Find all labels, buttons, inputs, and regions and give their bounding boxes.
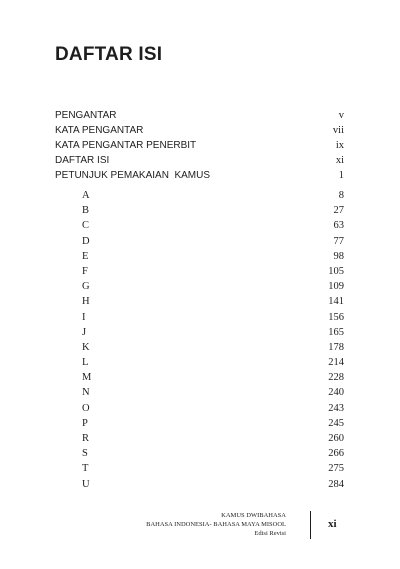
toc-page-number: 105 bbox=[328, 265, 344, 277]
toc-page-number: 77 bbox=[333, 235, 344, 247]
toc-page-number: 275 bbox=[328, 463, 344, 475]
toc-row bbox=[55, 168, 344, 183]
toc-letter: T bbox=[82, 463, 89, 475]
toc-row bbox=[82, 340, 344, 355]
toc-row bbox=[82, 461, 344, 476]
footer-page-number: xi bbox=[328, 518, 337, 530]
toc-row bbox=[82, 477, 344, 492]
toc-row bbox=[82, 446, 344, 461]
toc-front-matter bbox=[55, 108, 344, 183]
toc-row bbox=[82, 294, 344, 309]
toc-page-number: 141 bbox=[328, 296, 344, 308]
toc-row bbox=[82, 401, 344, 416]
toc-label: KATA PENGANTAR PENERBIT bbox=[55, 140, 197, 151]
toc-row bbox=[82, 385, 344, 400]
toc-row bbox=[82, 264, 344, 279]
toc-page-number: 243 bbox=[328, 402, 344, 414]
toc-row bbox=[82, 431, 344, 446]
toc-letter: P bbox=[82, 417, 88, 429]
toc-row bbox=[55, 123, 344, 138]
toc-letter: U bbox=[82, 478, 90, 490]
toc-row bbox=[55, 138, 344, 153]
toc-row bbox=[82, 203, 344, 218]
toc-page-number: 98 bbox=[333, 250, 344, 262]
toc-letter: O bbox=[82, 402, 90, 414]
toc-page-number: vii bbox=[332, 125, 344, 136]
toc-row bbox=[82, 370, 344, 385]
toc-page-number: 240 bbox=[328, 387, 344, 399]
toc-page-number: 178 bbox=[328, 341, 344, 353]
page-title: DAFTAR ISI bbox=[55, 44, 163, 65]
toc-letter: K bbox=[82, 341, 90, 353]
toc-letter: D bbox=[82, 235, 90, 247]
toc-page-number: 228 bbox=[328, 372, 344, 384]
toc-row bbox=[82, 279, 344, 294]
toc-page-number: xi bbox=[335, 155, 344, 166]
toc-label: PETUNJUK PEMAKAIAN KAMUS bbox=[55, 170, 211, 181]
toc-row bbox=[82, 234, 344, 249]
footer-book-info bbox=[146, 511, 286, 538]
toc-page-number: 1 bbox=[338, 170, 344, 181]
toc-page-number: 266 bbox=[328, 448, 344, 460]
toc-letter: N bbox=[82, 387, 90, 399]
toc-page-number: 260 bbox=[328, 433, 344, 444]
toc-page-number: 8 bbox=[338, 190, 344, 201]
toc-letter: G bbox=[82, 281, 90, 293]
toc-page-number: 156 bbox=[328, 311, 344, 323]
toc-letter: I bbox=[82, 311, 86, 323]
toc-letter-sections bbox=[82, 188, 344, 492]
footer-divider bbox=[310, 511, 311, 539]
toc-page-number: v bbox=[338, 110, 344, 121]
toc-letter: M bbox=[82, 372, 92, 384]
toc-letter: B bbox=[82, 205, 90, 217]
footer-edition: Edisi Revisi bbox=[254, 530, 286, 537]
toc-page-number: 27 bbox=[333, 205, 344, 217]
toc-label: KATA PENGANTAR bbox=[55, 125, 144, 136]
toc-page-number: ix bbox=[335, 140, 344, 151]
toc-letter: C bbox=[82, 220, 90, 232]
toc-label: PENGANTAR bbox=[55, 110, 117, 121]
toc-letter: H bbox=[82, 296, 90, 308]
toc-row bbox=[82, 325, 344, 340]
toc-letter: J bbox=[82, 326, 87, 338]
toc-letter: A bbox=[82, 190, 90, 201]
toc-page-number: 284 bbox=[328, 478, 344, 490]
toc-page-number: 214 bbox=[328, 357, 344, 369]
toc-row bbox=[82, 310, 344, 325]
toc-row bbox=[82, 355, 344, 370]
toc-row bbox=[82, 188, 344, 203]
toc-row bbox=[82, 218, 344, 233]
toc-page-number: 63 bbox=[333, 220, 344, 232]
toc-row bbox=[55, 153, 344, 168]
toc-page-number: 245 bbox=[328, 417, 344, 429]
toc-letter: R bbox=[82, 433, 90, 444]
footer-book-subtitle: BAHASA INDONESIA- BAHASA MAYA MISOOL bbox=[146, 521, 286, 528]
toc-letter: S bbox=[82, 448, 88, 460]
footer-book-title: KAMUS DWIBAHASA bbox=[221, 512, 286, 519]
toc-page-number: 165 bbox=[328, 326, 344, 338]
toc-page-number: 109 bbox=[328, 281, 344, 293]
toc-letter: E bbox=[82, 250, 89, 262]
toc-letter: L bbox=[82, 357, 89, 369]
toc-row bbox=[82, 249, 344, 264]
toc-letter: F bbox=[82, 265, 88, 277]
toc-row bbox=[82, 416, 344, 431]
toc-label: DAFTAR ISI bbox=[55, 155, 110, 166]
page-footer bbox=[140, 511, 370, 541]
toc-row bbox=[55, 108, 344, 123]
